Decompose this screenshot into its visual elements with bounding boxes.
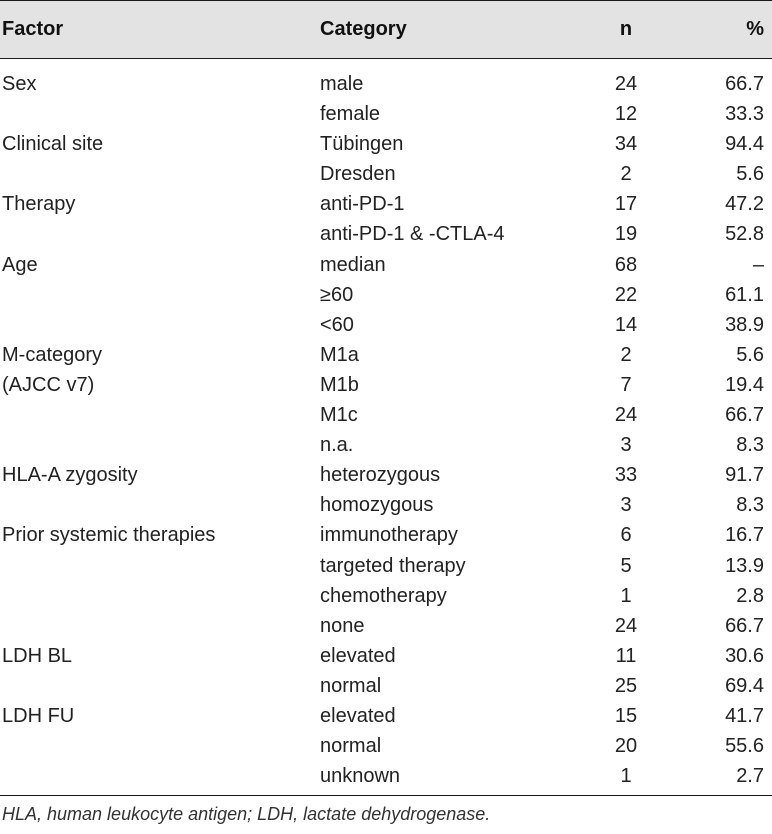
n-cell: 34 [614,133,638,156]
factor-cell: Prior systemic therapies [2,524,216,547]
percent-cell: 30.6 [725,644,764,667]
factor-cell: M-category [2,343,103,366]
n-cell: 1 [620,765,632,788]
n-cell: 17 [614,193,638,216]
percent-cell: 19.4 [725,373,764,396]
n-cell: 33 [614,464,638,487]
percent-cell: 41.7 [725,704,764,727]
percent-cell: 2.7 [736,765,764,788]
table-row [0,701,772,731]
percent-cell: 52.8 [725,223,764,246]
table-bottom-rule [0,795,772,796]
table-row [0,400,772,430]
table-body [0,59,772,791]
table-row [0,460,772,490]
category-cell: anti-PD-1 [320,193,405,216]
table-row [0,69,772,99]
category-cell: targeted therapy [320,554,466,577]
table-row [0,99,772,129]
category-cell: normal [320,735,382,758]
category-cell: elevated [320,644,396,667]
factor-cell: (AJCC v7) [2,373,95,396]
n-cell: 12 [614,103,638,126]
category-cell: homozygous [320,494,434,517]
category-cell: chemotherapy [320,584,447,607]
n-cell: 3 [620,434,632,457]
table-row [0,611,772,641]
category-cell: female [320,103,381,126]
n-cell: 1 [620,584,632,607]
category-cell: male [320,73,364,95]
n-cell: 19 [614,223,638,246]
category-cell: normal [320,674,382,697]
percent-cell: 5.6 [736,163,764,186]
table-row [0,551,772,581]
n-cell: 68 [614,253,638,276]
category-cell: heterozygous [320,464,441,487]
percent-cell: 66.7 [725,404,764,427]
table-row [0,250,772,280]
n-cell: 24 [614,614,638,637]
header-percent: % [746,18,764,40]
category-cell: unknown [320,765,401,788]
percent-cell: 94.4 [725,133,764,156]
percent-cell: 66.7 [725,73,764,95]
n-cell: 2 [620,163,632,186]
n-cell: 25 [614,674,638,697]
percent-cell: 8.3 [736,494,764,517]
category-cell: ≥60 [320,283,354,306]
percent-cell: 16.7 [725,524,764,547]
percent-cell: 2.8 [736,584,764,607]
percent-cell: 13.9 [725,554,764,577]
table-row [0,129,772,159]
header-factor: Factor [2,18,64,40]
table-row [0,581,772,611]
n-cell: 15 [614,704,638,727]
factor-cell: Therapy [2,193,76,216]
table-header [0,0,772,59]
category-cell: immunotherapy [320,524,458,547]
category-cell: Dresden [320,163,396,186]
category-cell: <60 [320,313,354,336]
category-cell: M1b [320,373,359,396]
n-cell: 3 [620,494,632,517]
table-row [0,641,772,671]
percent-cell: 8.3 [736,434,764,457]
table-footnote: HLA, human leukocyte antigen; LDH, lactate dehydrogenase. [2,804,491,824]
table-row [0,189,772,219]
percent-cell: 5.6 [736,343,764,366]
n-cell: 24 [614,404,638,427]
percent-cell: 69.4 [725,674,764,697]
n-cell: 6 [620,524,632,547]
table-row [0,370,772,400]
n-cell: 24 [614,73,638,95]
percent-cell: 55.6 [725,735,764,758]
factor-cell: Clinical site [2,133,104,156]
table-row [0,671,772,701]
category-cell: median [320,253,386,276]
table-row [0,340,772,370]
table-row [0,219,772,249]
factor-cell: HLA-A zygosity [2,464,138,487]
category-cell: Tübingen [320,133,404,156]
percent-cell: 61.1 [725,283,764,306]
n-cell: 5 [620,554,632,577]
header-category: Category [320,18,407,40]
percent-cell: 33.3 [725,103,764,126]
n-cell: 22 [614,283,638,306]
category-cell: none [320,614,365,637]
percent-cell: 66.7 [725,614,764,637]
category-cell: M1c [320,404,358,427]
n-cell: 7 [620,373,632,396]
category-cell: anti-PD-1 & -CTLA-4 [320,223,505,246]
factor-cell: Age [2,253,38,276]
factor-cell: Sex [2,73,37,95]
percent-cell: 91.7 [725,464,764,487]
table-row [0,159,772,189]
factor-cell: LDH FU [2,704,75,727]
category-cell: M1a [320,343,359,366]
table-row [0,430,772,460]
table-row [0,731,772,761]
n-cell: 11 [615,644,637,667]
percent-cell: 47.2 [725,193,764,216]
factor-cell: LDH BL [2,644,73,667]
table-row [0,761,772,791]
category-cell: n.a. [320,434,354,457]
header-n: n [619,18,633,40]
table-row [0,490,772,520]
n-cell: 2 [620,343,632,366]
table-row [0,310,772,340]
table-row [0,520,772,550]
table-row [0,280,772,310]
percent-cell: 38.9 [725,313,764,336]
percent-cell: – [752,253,764,276]
n-cell: 20 [614,735,638,758]
n-cell: 14 [614,313,638,336]
category-cell: elevated [320,704,396,727]
